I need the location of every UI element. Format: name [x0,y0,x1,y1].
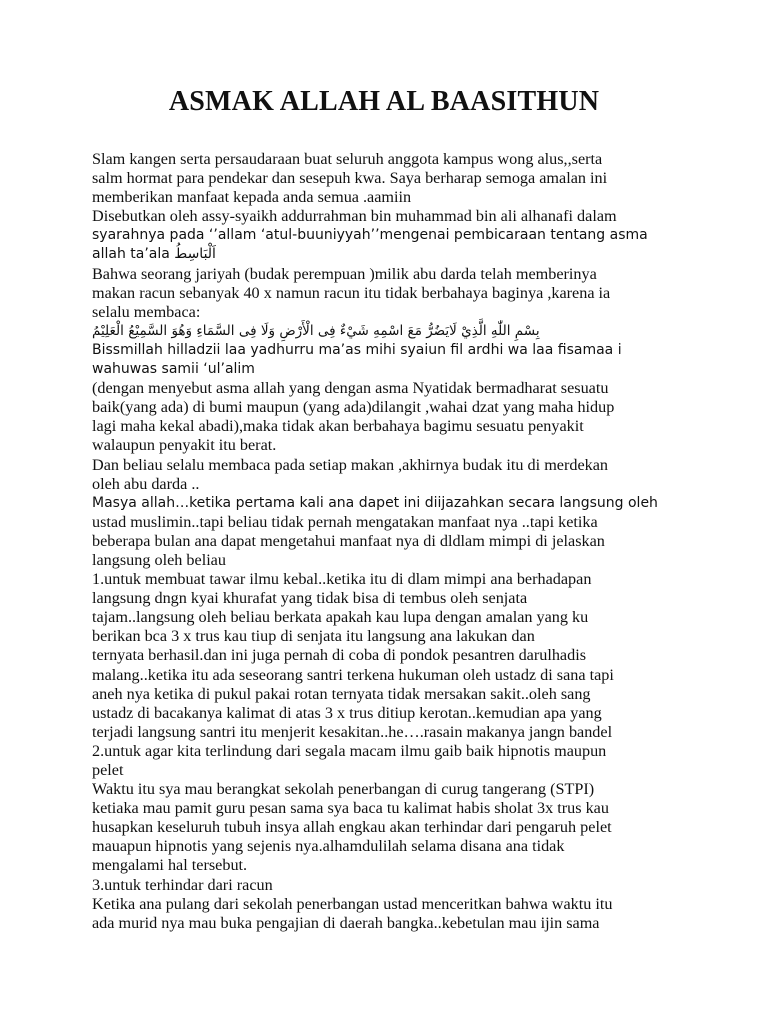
body-line: (dengan menyebut asma allah yang dengan asma Nyatidak bermadharat sesuatu [92,379,609,398]
body-line: lagi maha kekal abadi),maka tidak akan berbahaya bagimu sesuatu penyakit [92,417,584,436]
body-line: ustadz di bacakanya kalimat di atas 3 x trus ditiup kerotan..kemudian apa yang [92,703,602,722]
body-line: ustad muslimin..tapi beliau tidak pernah mengatakan manfaat nya ..tapi ketika [92,512,598,531]
body-line: memberikan manfaat kepada anda semua .aamiin [92,188,412,207]
body-line: 2.untuk agar kita terlindung dari segala macam ilmu gaib baik hipnotis maupun [92,741,607,760]
body-line: Dan beliau selalu membaca pada setiap makan ,akhirnya budak itu di merdekan [92,455,609,474]
body-line: tajam..langsung oleh beliau berkata apakah kau lupa dengan amalan yang ku [92,608,589,627]
body-line: malang..ketika itu ada seseorang santri terkena hukuman oleh ustadz di sana tapi [92,665,614,684]
body-line: terjadi langsung santri itu menjerit kesakitan..he….rasain makanya jangn bandel [92,722,613,741]
body-line: langsung oleh beliau [92,550,226,569]
body-line: aneh nya ketika di pukul pakai rotan ternyata tidak mersakan sakit..oleh sang [92,684,591,703]
body-line: Ketika ana pulang dari sekolah penerbangan ustad menceritkan bahwa waktu itu [92,894,613,913]
body-line: ada murid nya mau buka pengajian di daerah bangka..kebetulan mau ijin sama [92,913,600,932]
body-line: makan racun sebanyak 40 x namun racun itu tidak berbahaya baginya ,karena ia [92,283,611,302]
body-line: langsung dngn kyai khurafat yang tidak bisa di tembus oleh senjata [92,589,528,608]
body-line: Disebutkan oleh assy-syaikh addurrahman bin muhammad bin ali alhanafi dalam [92,207,617,226]
body-line: pelet [92,761,124,779]
body-line: ketiaka mau pamit guru pesan sama sya baca tu kalimat habis sholat 3x trus kau [92,799,609,818]
body-line: 3.untuk terhindar dari racun [92,875,273,894]
body-line: salm hormat para pendekar dan sesepuh kwa. Saya berharap semoga amalan ini [92,169,608,188]
body-line: 1.untuk membuat tawar ilmu kebal..ketika itu di dlam mimpi ana berhadapan [92,570,592,589]
body-line: syarahnya pada ‘’allam ‘atul-buuniyyah’’mengenai pembicaraan tentang asma [92,227,648,244]
arabic-prayer-line: بِسْمِ اللّٰهِ الَّذِيْ لَايَضُرُّ مَعَ اسْمِهِ شَيْءٌ فِى الْأَرْضِ وَلَا فِى السَّمَاءِ وَهُوَ السَّمِيْعُ الْعَلِيْمُ [92,322,540,339]
body-line: mauapun hipnotis yang sejenis nya.alhamdulilah selama disana ana tidak [92,837,565,856]
transliteration-line: wahuwas samii ‘ul’alim [92,361,255,378]
body-line: Masya allah…ketika pertama kali ana dapet ini diijazahkan secara langsung oleh [92,494,658,511]
body-line: berikan bca 3 x trus kau tiup di senjata itu langsung ana lakukan dan [92,627,535,646]
body-line: Slam kangen serta persaudaraan buat seluruh anggota kampus wong alus,,serta [92,150,603,168]
body-line: Waktu itu sya mau berangkat sekolah penerbangan di curug tangerang (STPI) [92,780,595,799]
transliteration-line: Bissmillah hilladzii laa yadhurru ma’as mihi syaiun fil ardhi wa laa fisamaa i [92,341,622,358]
body-line: allah ta’ala اَلْبَاسِطُ [92,246,216,263]
body-line: ternyata berhasil.dan ini juga pernah di coba di pondok pesantren darulhadis [92,646,587,665]
body-line: mengalami hal tersebut. [92,856,248,875]
body-line: baik(yang ada) di bumi maupun (yang ada)dilangit ,wahai dzat yang maha hidup [92,398,615,417]
body-line: Bahwa seorang jariyah (budak perempuan )milik abu darda telah memberinya [92,264,597,283]
body-line: beberapa bulan ana dapat mengetahui manfaat nya di dldlam mimpi di jelaskan [92,531,605,550]
body-line: oleh abu darda .. [92,474,200,493]
document-body [92,150,692,933]
body-line: husapkan keseluruh tubuh insya allah engkau akan terhindar dari pengaruh pelet [92,818,612,837]
body-line: selalu membaca: [92,302,201,321]
document-title: ASMAK ALLAH AL BAASITHUN [168,86,600,117]
body-line: walaupun penyakit itu berat. [92,436,277,455]
